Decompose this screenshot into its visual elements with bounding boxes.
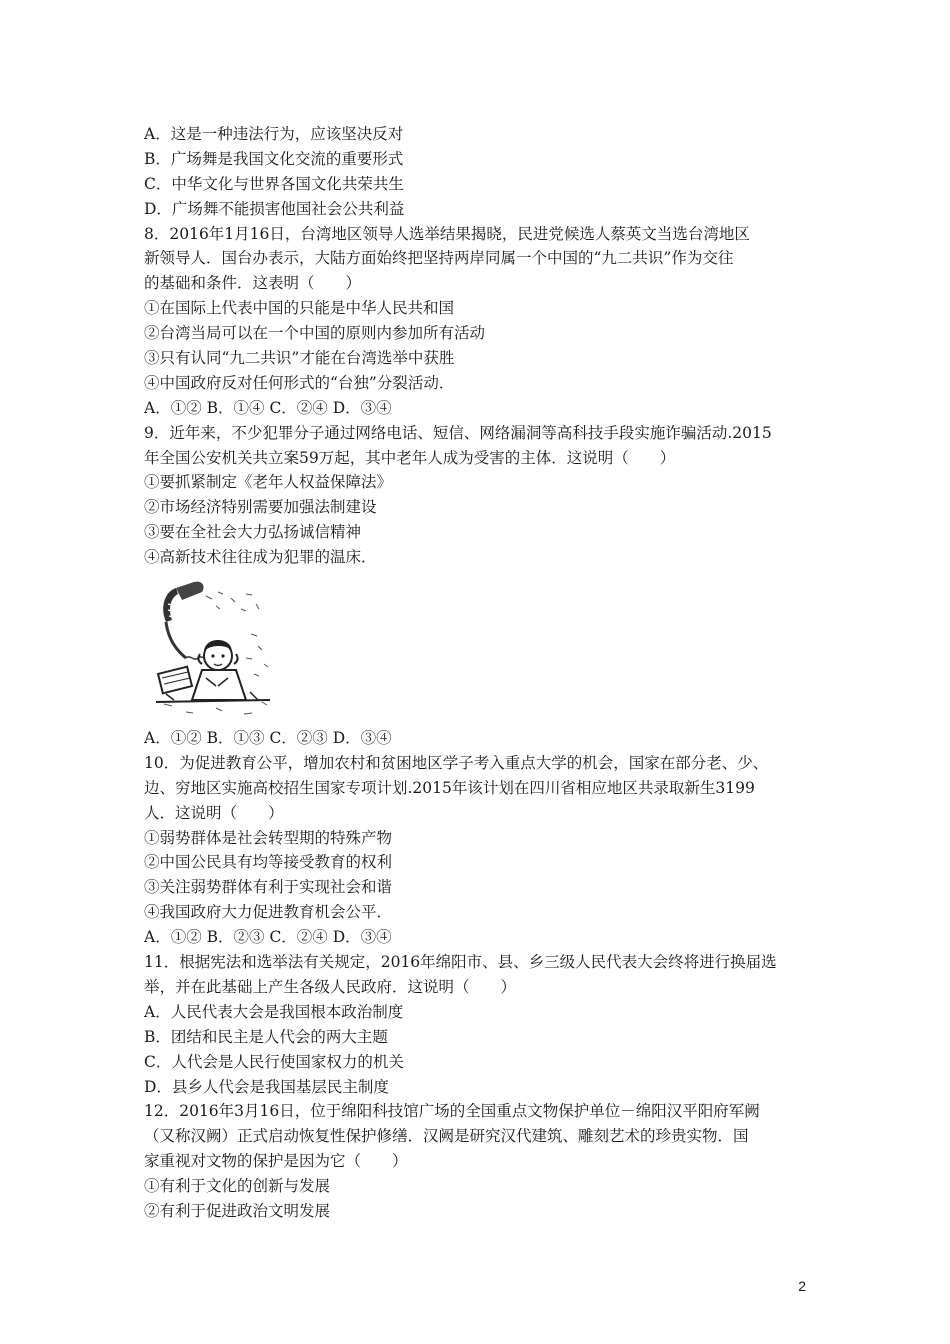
- q9-options: A．①② B．①③ C．②③ D．③④: [144, 729, 392, 748]
- q9-statement-2: ②市场经济特别需要加强法制建设: [144, 498, 377, 517]
- page-number: 2: [798, 1278, 806, 1294]
- q9-statement-3: ③要在全社会大力弘扬诚信精神: [144, 523, 362, 542]
- cartoon-phone-scam-icon: [146, 574, 276, 724]
- q8-stem-line-3: 的基础和条件．这表明（ ）: [144, 274, 362, 293]
- q7-option-a: A．这是一种违法行为，应该坚决反对: [144, 125, 404, 143]
- q9-stem-line-2: 年全国公安机关共立案59万起，其中老年人成为受害的主体．这说明（ ）: [144, 448, 676, 467]
- q11-stem-line-2: 举，并在此基础上产生各级人民政府．这说明（ ）: [144, 977, 517, 996]
- q8-statement-2: ②台湾当局可以在一个中国的原则内参加所有活动: [144, 324, 486, 343]
- q8-stem-line-2: 新领导人．国台办表示，大陆方面始终把坚持两岸同属一个中国的“九二共识”作为交往: [144, 249, 734, 268]
- q9-statement-4: ④高新技术往往成为犯罪的温床．: [144, 548, 377, 567]
- q11-stem-line-1: 11．根据宪法和选举法有关规定，2016年绵阳市、县、乡三级人民代表大会终将进行换届选: [144, 953, 777, 972]
- q10-stem-line-2: 边、穷地区实施高校招生国家专项计划.2015年该计划在四川省相应地区共录取新生3199: [144, 778, 755, 797]
- q8-statement-4: ④中国政府反对任何形式的“台独”分裂活动．: [144, 373, 455, 392]
- q8-statement-3: ③只有认同“九二共识”才能在台湾选举中获胜: [144, 349, 455, 368]
- q7-option-b: B．广场舞是我国文化交流的重要形式: [144, 149, 404, 168]
- q11-option-c: C．人代会是人民行使国家权力的机关: [144, 1052, 404, 1071]
- q9-stem-line-1: 9．近年来，不少犯罪分子通过网络电话、短信、网络漏洞等高科技手段实施诈骗活动.2015: [144, 423, 772, 442]
- q10-stem-line-3: 人．这说明（ ）: [144, 803, 284, 822]
- q10-statement-1: ①弱势群体是社会转型期的特殊产物: [144, 828, 393, 847]
- q11-option-d: D．县乡人代会是我国基层民主制度: [144, 1077, 389, 1096]
- q8-stem-line-1: 8．2016年1月16日，台湾地区领导人选举结果揭晓，民进党候选人蔡英文当选台湾地区: [144, 224, 750, 243]
- q7-option-c: C．中华文化与世界各国文化共荣共生: [144, 174, 404, 193]
- q9-statement-1: ①要抓紧制定《老年人权益保障法》: [144, 473, 393, 492]
- q10-statement-3: ③关注弱势群体有利于实现社会和谐: [144, 878, 393, 897]
- q11-option-a: A．人民代表大会是我国根本政治制度: [144, 1002, 404, 1021]
- q10-options: A．①② B．②③ C．②④ D．③④: [144, 928, 392, 947]
- q10-stem-line-1: 10．为促进教育公平，增加农村和贫困地区学子考入重点大学的机会，国家在部分老、少、: [144, 753, 769, 772]
- q12-statement-2: ②有利于促进政治文明发展: [144, 1201, 331, 1220]
- q11-option-b: B．团结和民主是人代会的两大主题: [144, 1027, 388, 1046]
- q7-option-d: D．广场舞不能损害他国社会公共利益: [144, 199, 405, 218]
- q12-stem-line-1: 12．2016年3月16日，位于绵阳科技馆广场的全国重点文物保护单位－绵阳汉平阳府军阙: [144, 1102, 760, 1121]
- q12-stem-line-3: 家重视对文物的保护是因为它（ ）: [144, 1152, 408, 1171]
- q10-statement-4: ④我国政府大力促进教育机会公平．: [144, 903, 393, 922]
- q10-statement-2: ②中国公民具有均等接受教育的权利: [144, 853, 393, 872]
- q8-statement-1: ①在国际上代表中国的只能是中华人民共和国: [144, 299, 455, 318]
- q8-options: A．①② B．①④ C．②④ D．③④: [144, 398, 392, 417]
- exam-page: [144, 122, 824, 1224]
- q12-stem-line-2: （又称汉阙）正式启动恢复性保护修缮．汉阙是研究汉代建筑、雕刻艺术的珍贵实物．国: [144, 1127, 749, 1146]
- q12-statement-1: ①有利于文化的创新与发展: [144, 1177, 331, 1196]
